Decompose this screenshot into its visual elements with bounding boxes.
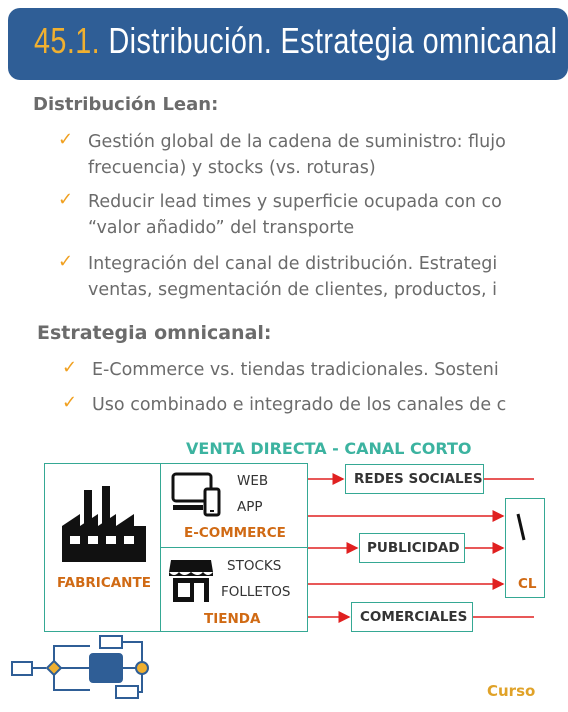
bullet-line: Reducir lead times y superficie ocupada con co xyxy=(88,192,502,212)
check-icon: ✓ xyxy=(58,189,74,210)
title-number: 45.1. xyxy=(34,20,101,61)
bullet-line: “valor añadido” del transporte xyxy=(88,218,355,238)
diagram-title: VENTA DIRECTA - CANAL CORTO xyxy=(186,439,472,458)
sales-reps-label: COMERCIALES xyxy=(360,609,468,625)
bullet-line: Integración del canal de distribución. Estrategi xyxy=(88,254,498,274)
check-icon: ✓ xyxy=(58,129,74,150)
bullet-line: Uso combinado e integrado de los canales de c xyxy=(92,395,507,415)
title-text: Distribución. Estrategia omnicanal xyxy=(108,20,558,61)
section-heading-lean: Distribución Lean: xyxy=(33,94,219,115)
bullet-line: Gestión global de la cadena de suministro: flujo xyxy=(88,132,506,152)
process-logo-icon xyxy=(8,628,160,708)
store-label: TIENDA xyxy=(204,611,261,627)
ecommerce-label: E-COMMERCE xyxy=(184,525,286,541)
footer-text: Curso xyxy=(487,682,536,700)
client-label: CL xyxy=(518,576,537,592)
stocks-label: STOCKS xyxy=(227,558,282,574)
section-heading-omnichannel: Estrategia omnicanal: xyxy=(37,322,272,344)
bullet-line: E-Commerce vs. tiendas tradicionales. Sosteni xyxy=(92,360,499,380)
app-label: APP xyxy=(237,499,263,515)
check-icon: ✓ xyxy=(62,357,78,378)
check-icon: ✓ xyxy=(62,392,78,413)
social-media-label: REDES SOCIALES xyxy=(354,471,483,487)
web-label: WEB xyxy=(237,473,269,489)
leaflets-label: FOLLETOS xyxy=(221,584,291,600)
check-icon: ✓ xyxy=(58,251,74,272)
bullet-line: ventas, segmentación de clientes, productos, i xyxy=(88,280,498,300)
manufacturer-label: FABRICANTE xyxy=(57,575,151,591)
advertising-label: PUBLICIDAD xyxy=(367,540,460,556)
bullet-line: frecuencia) y stocks (vs. roturas) xyxy=(88,158,376,178)
